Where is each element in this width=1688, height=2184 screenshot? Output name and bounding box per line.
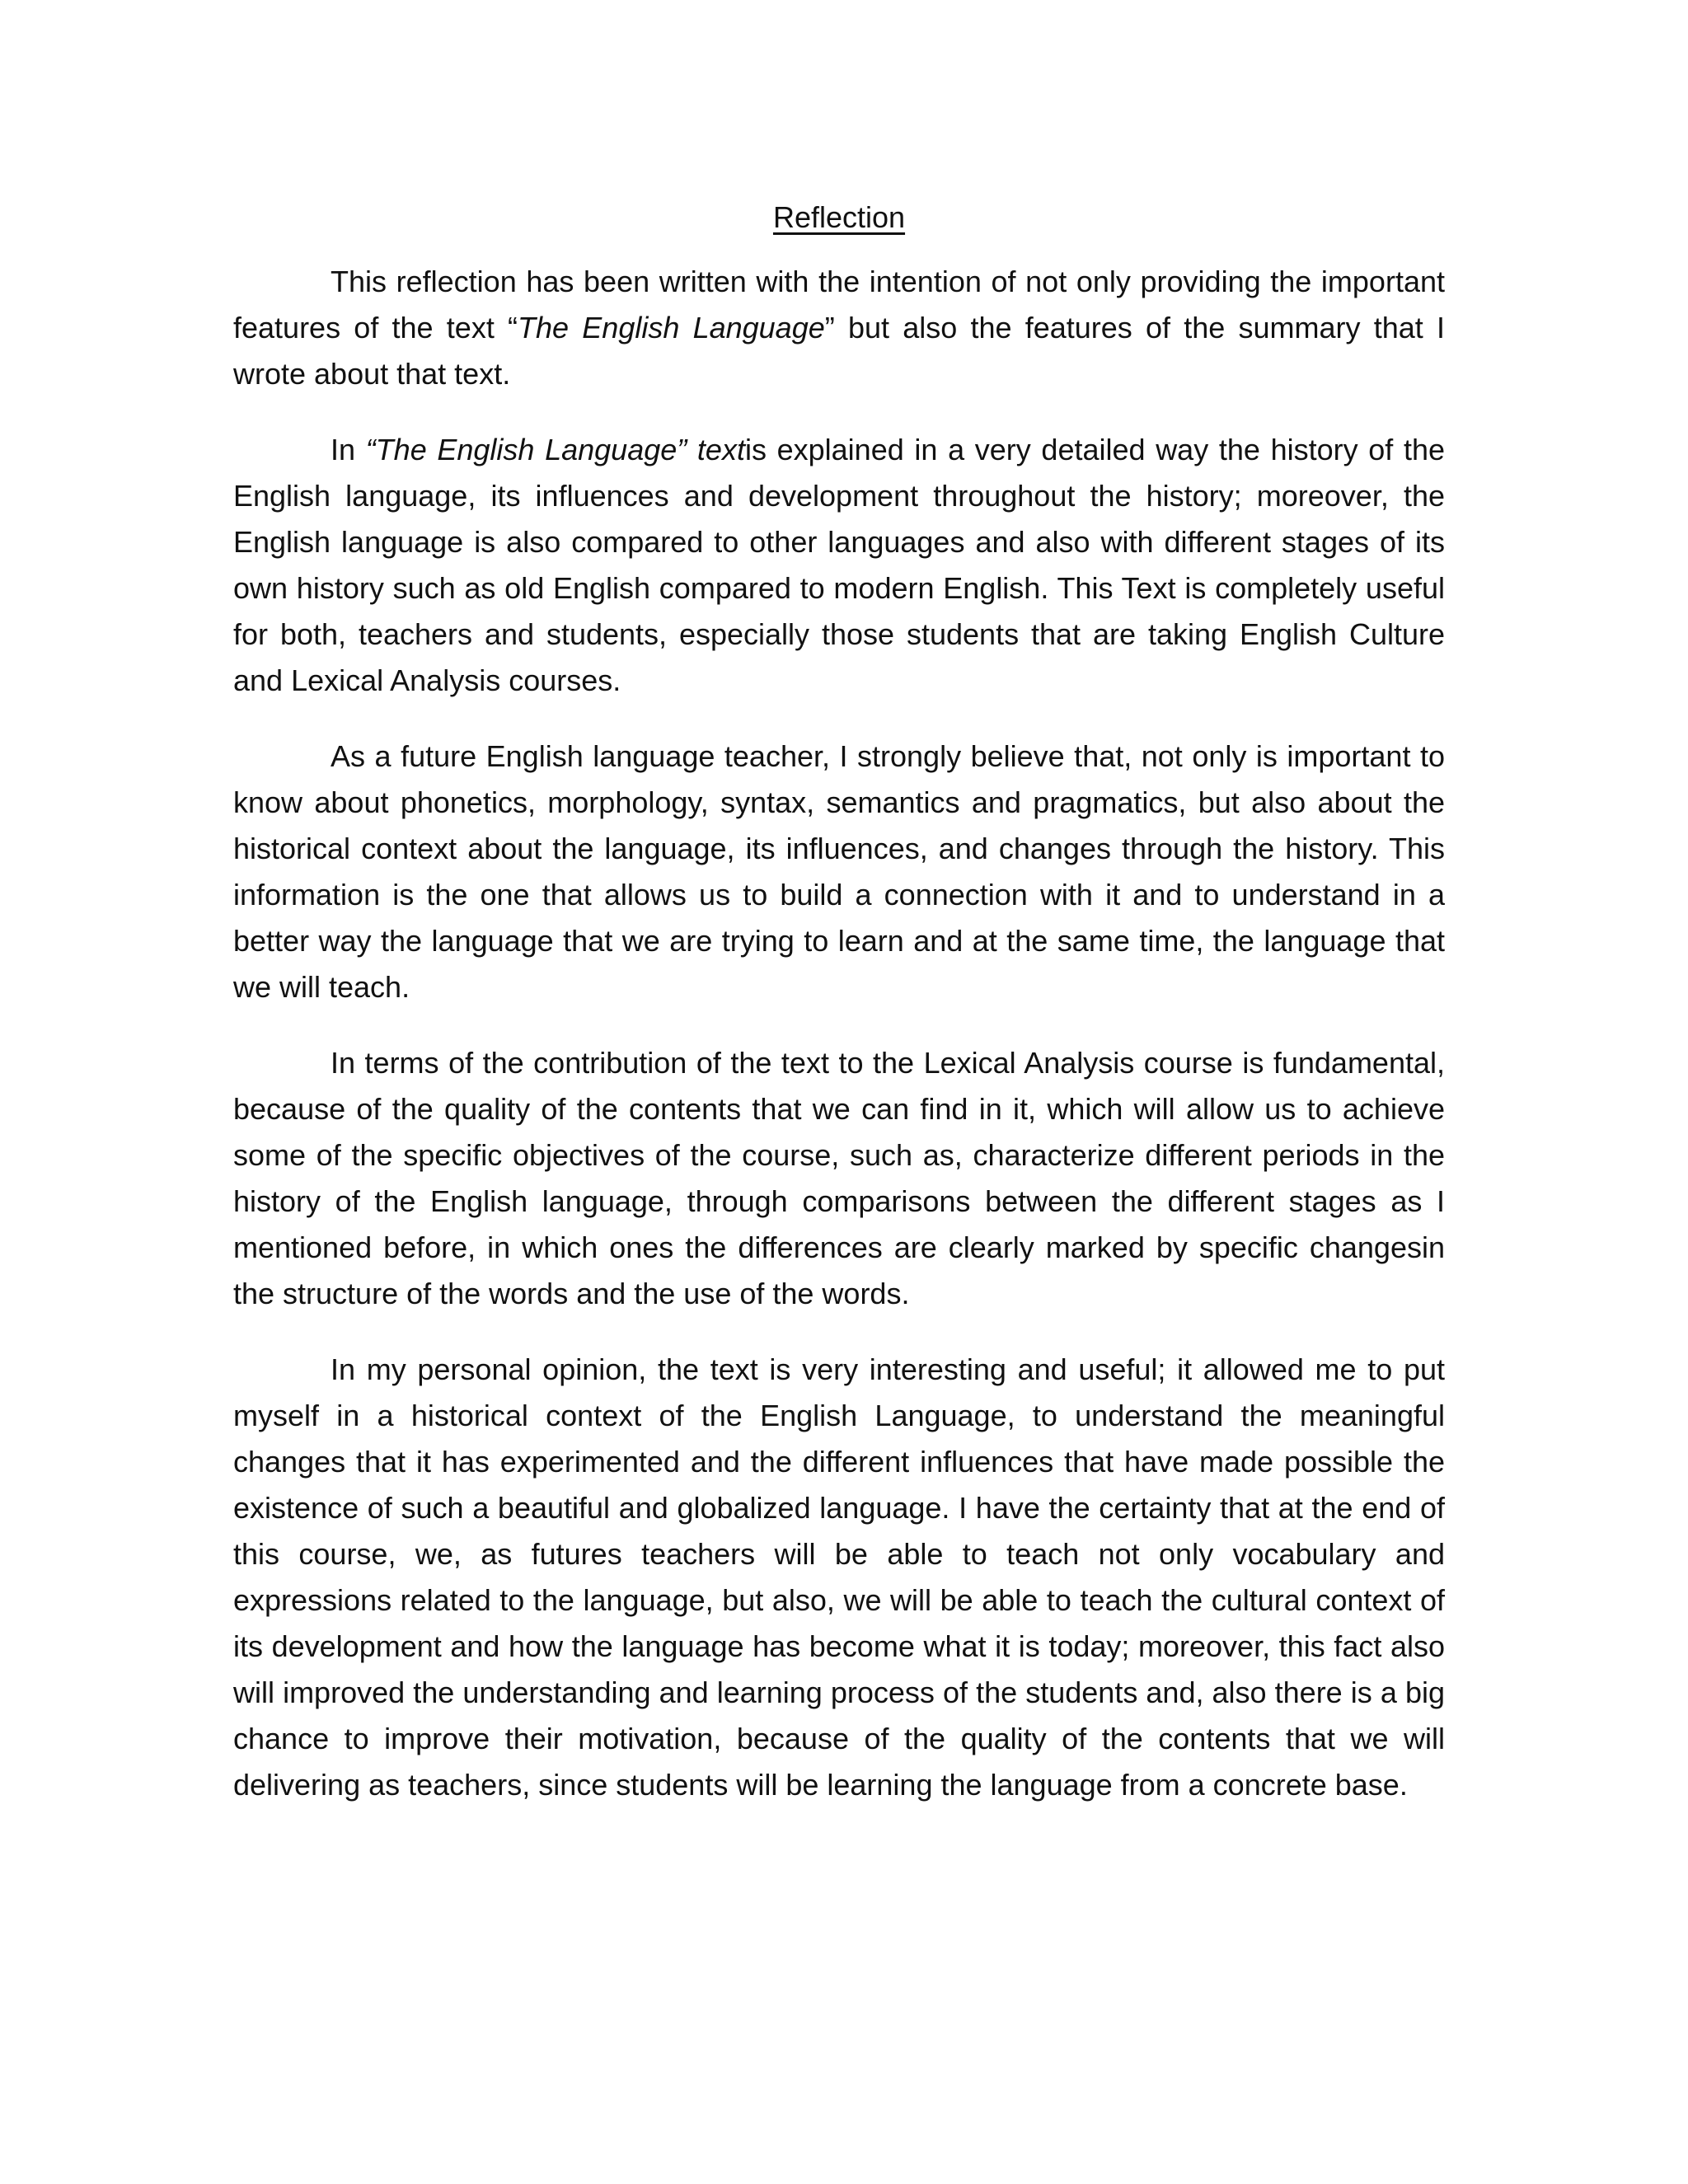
- document-body: [233, 194, 1445, 1838]
- paragraph-1: [233, 259, 1445, 397]
- paragraph-2: [233, 427, 1445, 704]
- paragraph-2-text-b: is explained in a very detailed way the history of the English language, its influences and development throughout the history; moreover, the English language is also compared to other languages and also with different stages of its own history such as old English compared to modern English. This Text is completely useful for both, teachers and students, especially those students that are taking English Culture and Lexical Analysis courses.: [233, 433, 1445, 697]
- paragraph-1-text-a: This reflection has been written with the intention of not only providing the important features of the text “: [233, 265, 1445, 344]
- paragraph-3: As a future English language teacher, I strongly believe that, not only is important to know about phonetics, morphology, syntax, semantics and pragmatics, but also about the historical context about the language, its influences, and changes through the history. This information is the one that allows us to build a connection with it and to understand in a better way the language that we are trying to learn and at the same time, the language that we will teach.: [233, 739, 1445, 1004]
- paragraph-2-text-a: In: [331, 433, 366, 466]
- page-title: Reflection: [772, 200, 906, 234]
- paragraph-1-italic-title: The English Language: [518, 311, 825, 344]
- paragraph-5: In my personal opinion, the text is very interesting and useful; it allowed me to put myself in a historical context of the English Language, to understand the meaningful changes that it has experimented and the different influences that have made possible the existence of such a beautiful and globalized language. I have the certainty that at the end of this course, we, as futures teachers will be able to teach not only vocabulary and expressions related to the language, but also, we will be able to teach the cultural context of its development and how the language has become what it is today; moreover, this fact also will improved the understanding and learning process of the students and, also there is a big chance to improve their motivation, because of the quality of the contents that we will delivering as teachers, since students will be learning the language from a concrete base.: [233, 1352, 1445, 1802]
- paragraph-4: In terms of the contribution of the text to the Lexical Analysis course is fundamental, because of the quality of the contents that we can find in it, which will allow us to achieve some of the specific objectives of the course, such as, characterize different periods in the history of the English language, through comparisons between the different stages as I mentioned before, in which ones the differences are clearly marked by specific changesin the structure of the words and the use of the words.: [233, 1046, 1445, 1310]
- paragraph-2-italic-title: “The English Language” text: [365, 433, 745, 466]
- paragraph-1-text-b: ” but also the features of the summary that I wrote about that text.: [233, 311, 1446, 391]
